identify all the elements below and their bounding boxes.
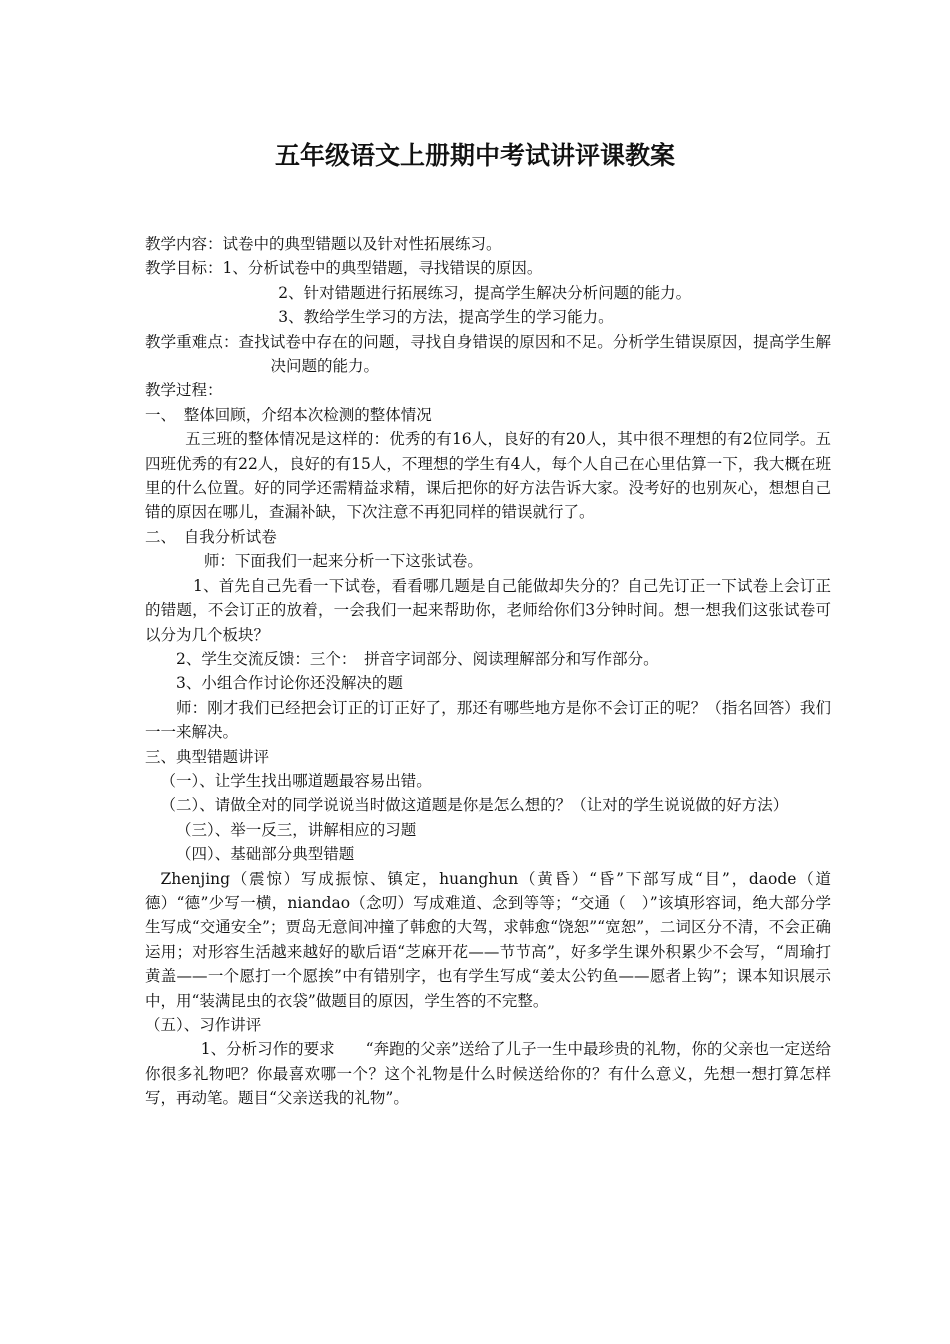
page-title: 五年级语文上册期中考试讲评课教案 [274,141,675,170]
section-3-part-d: （四）、基础部分典型错题 [176,845,355,864]
teaching-difficulty: 教学重难点：查找试卷中存在的问题，寻找自身错误的原因和不足。分析学生错误原因，提高学生解决问题的能力。 [145,332,831,376]
section-2-item-3: 3、小组合作讨论你还没解决的题 [176,674,403,693]
teaching-goal-1: 教学目标：1、分析试卷中的典型错题，寻找错误的原因。 [145,259,543,278]
document-body [145,232,831,1111]
section-1-paragraph: 五三班的整体情况是这样的：优秀的有16人，良好的有20人，其中很不理想的有2位同学。五四班优秀的有22人，良好的有15人，不理想的学生有4人，每个人自己在心里估算一下，我大概在班里的什么位置。好的同学还需精益求精，课后把你的好方法告诉大家。没考好的也别灰心，想想自己错的原因在哪儿，查漏补缺，下次注意不再犯同样的错误就行了。 [145,430,831,522]
section-3-part-c: （三）、举一反三，讲解相应的习题 [176,820,417,839]
section-2-heading: 二、 自我分析试卷 [145,527,277,546]
section-3-part-e-paragraph: 1、分析习作的要求 “奔跑的父亲”送给了儿子一生中最珍贵的礼物，你的父亲也一定送给你很多礼物吧？你最喜欢哪一个？这个礼物是什么时候送给你的？有什么意义，先想一想打算怎样写，再动笔。题目“父亲送我的礼物”。 [145,1040,832,1108]
teaching-goal-2: 2、针对错题进行拓展练习，提高学生解决分析问题的能力。 [278,283,692,302]
teaching-process-label: 教学过程： [145,381,223,400]
teaching-goal-3: 3、教给学生学习的方法，提高学生的学习能力。 [278,308,614,327]
teaching-content: 教学内容：试卷中的典型错题以及针对性拓展练习。 [145,235,502,253]
section-1-heading: 一、 整体回顾，介绍本次检测的整体情况 [145,405,432,424]
section-3-part-b: （二）、请做全对的同学说说当时做这道题是你是怎么想的？（让对的学生说说做的好方法） [160,796,789,815]
section-3-part-e: （五）、习作讲评 [145,1016,262,1034]
section-3-heading: 三、典型错题讲评 [145,747,270,766]
section-2-item-1: 1、首先自己先看一下试卷，看看哪几题是自己能做却失分的？自己先订正一下试卷上会订正的错题，不会订正的放着，一会我们一起来帮助你，老师给你们3分钟时间。想一想我们这张试卷可以分为几个板块？ [145,576,831,644]
section-2-teacher-line: 师：下面我们一起来分析一下这张试卷。 [203,552,483,571]
section-3-part-d-paragraph: Zhenjing（震惊）写成振惊、镇定，huanghun（黄昏）“昏”下部写成“目”，daode（道德）“德”少写一横，niandao（念叨）写成难道、念到等等；“交通（ ）”该填形容词，绝大部分学生写成“交通安全”；贾岛无意间冲撞了韩愈的大驾，求韩愈“饶恕”“宽恕”，二词区分不清，不会正确运用；对形容生活越来越好的歇后语“芝麻开花——节节高”，好多学生课外积累少不会写，“周瑜打黄盖——一个愿打一个愿挨”中有错别字，也有学生写成“姜太公钓鱼——愿者上钩”；课本知识展示中，用“装满昆虫的衣袋”做题目的原因，学生答的不完整。 [145,869,831,1010]
section-2-teacher-question: 师：刚才我们已经把会订正的订正好了，那还有哪些地方是你不会订正的呢？（指名回答）我们一一来解决。 [145,698,831,742]
section-3-part-a: （一）、让学生找出哪道题最容易出错。 [160,771,432,790]
section-2-item-2: 2、学生交流反馈：三个： 拼音字词部分、阅读理解部分和写作部分。 [176,649,659,668]
